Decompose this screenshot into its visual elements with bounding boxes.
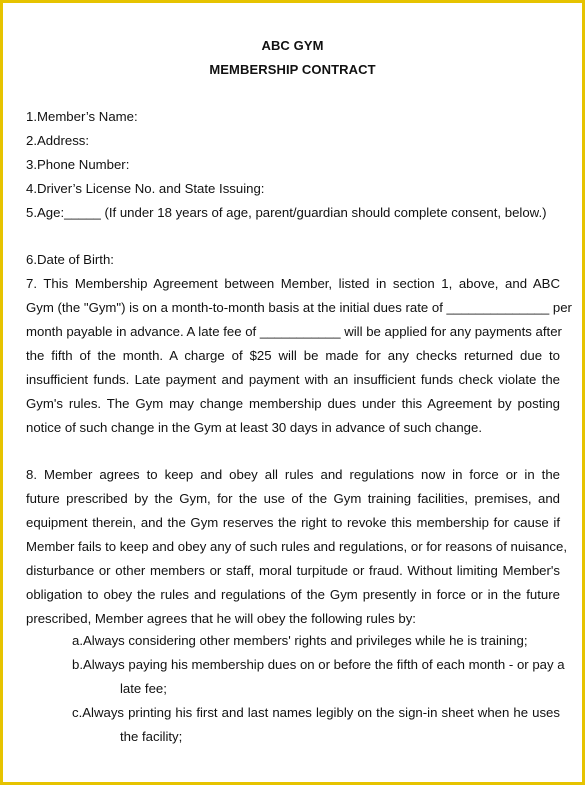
section-8-line-4: Member fails to keep and obey any of such rules and regulations, or for reasons of nuisance, <box>26 539 567 554</box>
section-7-number: 7. <box>26 276 37 291</box>
section-7-line-7: notice of such change in the Gym at least 30 days in advance of such change. <box>26 420 482 435</box>
section-8-line-1: 8. Member agrees to keep and obey all rules and regulations now in force or in the <box>26 467 560 482</box>
section-7-line-1: 7. This Membership Agreement between Member, listed in section 1, above, and ABC <box>26 276 561 291</box>
field-member-name: 1.Member’s Name: <box>26 109 138 124</box>
rule-c-line-1: c.Always printing his first and last names legibly on the sign-in sheet when he uses <box>72 705 560 720</box>
section-7-line-2: Gym (the "Gym") is on a month-to-month basis at the initial dues rate of ______________ per <box>26 300 572 315</box>
field-drivers-license: 4.Driver’s License No. and State Issuing: <box>26 181 265 196</box>
section-7-line-5: insufficient funds. Late payment and payment with an insufficient funds check violate the <box>26 372 560 387</box>
field-phone-number: 3.Phone Number: <box>26 157 130 172</box>
contract-title: MEMBERSHIP CONTRACT <box>209 62 376 77</box>
section-7-line-3: month payable in advance. A late fee of ___________ will be applied for any payments after <box>26 324 562 339</box>
section-7-line-4: the fifth of the month. A charge of $25 will be made for any checks returned due to <box>26 348 560 363</box>
section-7-line-6: Gym's rules. The Gym may change membership dues under this Agreement by posting <box>26 396 560 411</box>
field-age: 5.Age:_____ (If under 18 years of age, parent/guardian should complete consent, below.) <box>26 205 547 220</box>
section-8-line-5: disturbance or other members or staff, moral turpitude or fraud. Without limiting Member's <box>26 563 560 578</box>
field-address: 2.Address: <box>26 133 90 148</box>
rule-b-line-2: late fee; <box>120 681 167 696</box>
field-date-of-birth: 6.Date of Birth: <box>26 252 114 267</box>
section-8-line-6: obligation to obey the rules and regulations of the Gym presently in force or in the future <box>26 587 560 602</box>
section-8-line-3: equipment therein, and the Gym reserves the right to revoke this membership for cause if <box>26 515 560 530</box>
org-name: ABC GYM <box>261 38 324 53</box>
rule-c-line-2: the facility; <box>120 729 183 744</box>
rule-a: a.Always considering other members' rights and privileges while he is training; <box>72 633 528 648</box>
section-8-number: 8. <box>26 467 37 482</box>
section-8-line-2: future prescribed by the Gym, for the use of the Gym training facilities, premises, and <box>26 491 560 506</box>
section-8-line-7: prescribed, Member agrees that he will obey the following rules by: <box>26 611 416 626</box>
rule-b-line-1: b.Always paying his membership dues on or before the fifth of each month - or pay a <box>72 657 565 672</box>
